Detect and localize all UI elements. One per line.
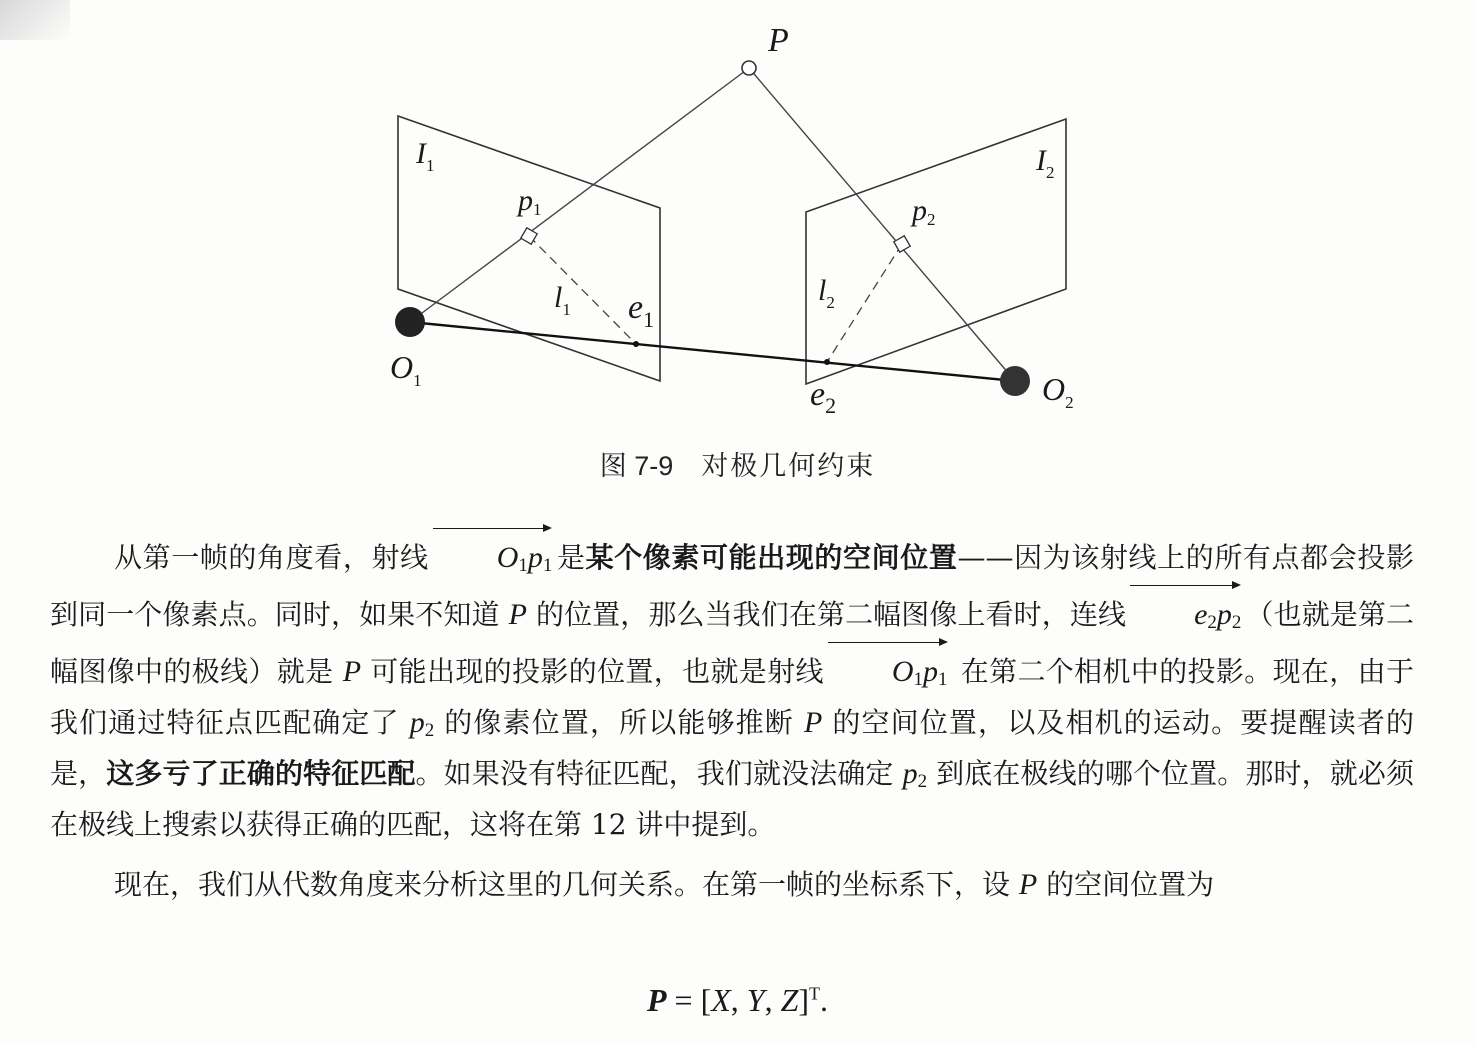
label-P: P	[768, 22, 789, 59]
label-e2: $e_2$	[810, 376, 837, 418]
emphasis-1: 某个像素可能出现的空间位置	[585, 541, 958, 574]
symbol-P: P	[508, 598, 527, 631]
emphasis-2: 这多亏了正确的特征匹配	[106, 757, 416, 790]
symbol-P: P	[803, 706, 823, 739]
epipole-e1-marker	[633, 341, 639, 347]
label-l1: $l_1$	[554, 281, 571, 319]
label-p2: p2	[912, 194, 936, 229]
symbol-P: P	[1018, 868, 1038, 901]
camera-center-O1	[395, 307, 425, 337]
epipole-e2-marker	[824, 359, 830, 365]
label-e1: $e_1$	[628, 289, 655, 332]
paragraph-2: 现在，我们从代数角度来分析这里的几何关系。在第一帧的坐标系下，设 P 的空间位置为	[114, 868, 1215, 901]
epipolar-line-l1	[529, 236, 636, 344]
epipolar-figure	[0, 0, 1475, 430]
vector-e2p2: $e_2p_2$	[1130, 583, 1241, 640]
symbol-p2: $p_2$	[409, 706, 435, 741]
label-I1: $I_1$	[416, 137, 435, 175]
camera-center-O2	[1000, 366, 1030, 396]
equation-P: P = [X, Y, Z]$^T$.	[646, 982, 829, 1018]
label-I2: $I_2$	[1036, 144, 1055, 182]
ray-O2-P	[749, 68, 1015, 381]
epipolar-line-l2	[827, 244, 902, 362]
paragraph-1: 从第一帧的角度看，射线 $O_1p_1$ 是某个像素可能出现的空间位置——因为该射线上的所有点都会投影到同一个像素点。同时，如果不知道 P 的位置，那么当我们在第二幅图像上看时，连线 $e_2p_2$ （也就是第二幅图像中的极线）就是 P 可能出现的投影的位置，也就是射线 $O_1p_1$ 在第二个相机中的投影。现在，由于我们通过特征点匹配确定了 $p_2$ 的像素位置，所以能够推断 P 的空间位置，以及相机的运动。要提醒读者的是，这多亏了正确的特征匹配。如果没有特征匹配，我们就没法确定 $p_2$ 到底在极线的哪个位置。那时，就必须在极线上搜索以获得正确的匹配，这将在第 12 讲中提到。	[50, 526, 1414, 850]
baseline-O1-O2	[410, 322, 1015, 381]
body-text	[50, 526, 1414, 910]
point-P-marker	[742, 61, 756, 75]
label-O1: $O_1$	[390, 349, 422, 390]
symbol-p2: $p_2$	[902, 757, 928, 792]
ray-O1-P	[410, 68, 749, 322]
vector-O1p1: $O_1p_1$	[828, 640, 948, 697]
caption-number: 图 7-9	[599, 451, 674, 481]
pixel-p2-marker	[894, 236, 910, 252]
label-l2: $l_2$	[818, 274, 835, 312]
image-plane-1	[398, 116, 660, 381]
symbol-P: P	[342, 655, 362, 688]
figure-caption	[0, 444, 1475, 483]
vector-O1p1: $O_1p_1$	[433, 526, 553, 583]
label-p1: p1	[518, 184, 542, 219]
caption-text: 对极几何约束	[701, 451, 876, 482]
image-plane-2	[806, 119, 1066, 384]
label-O2: $O_2$	[1042, 371, 1074, 412]
